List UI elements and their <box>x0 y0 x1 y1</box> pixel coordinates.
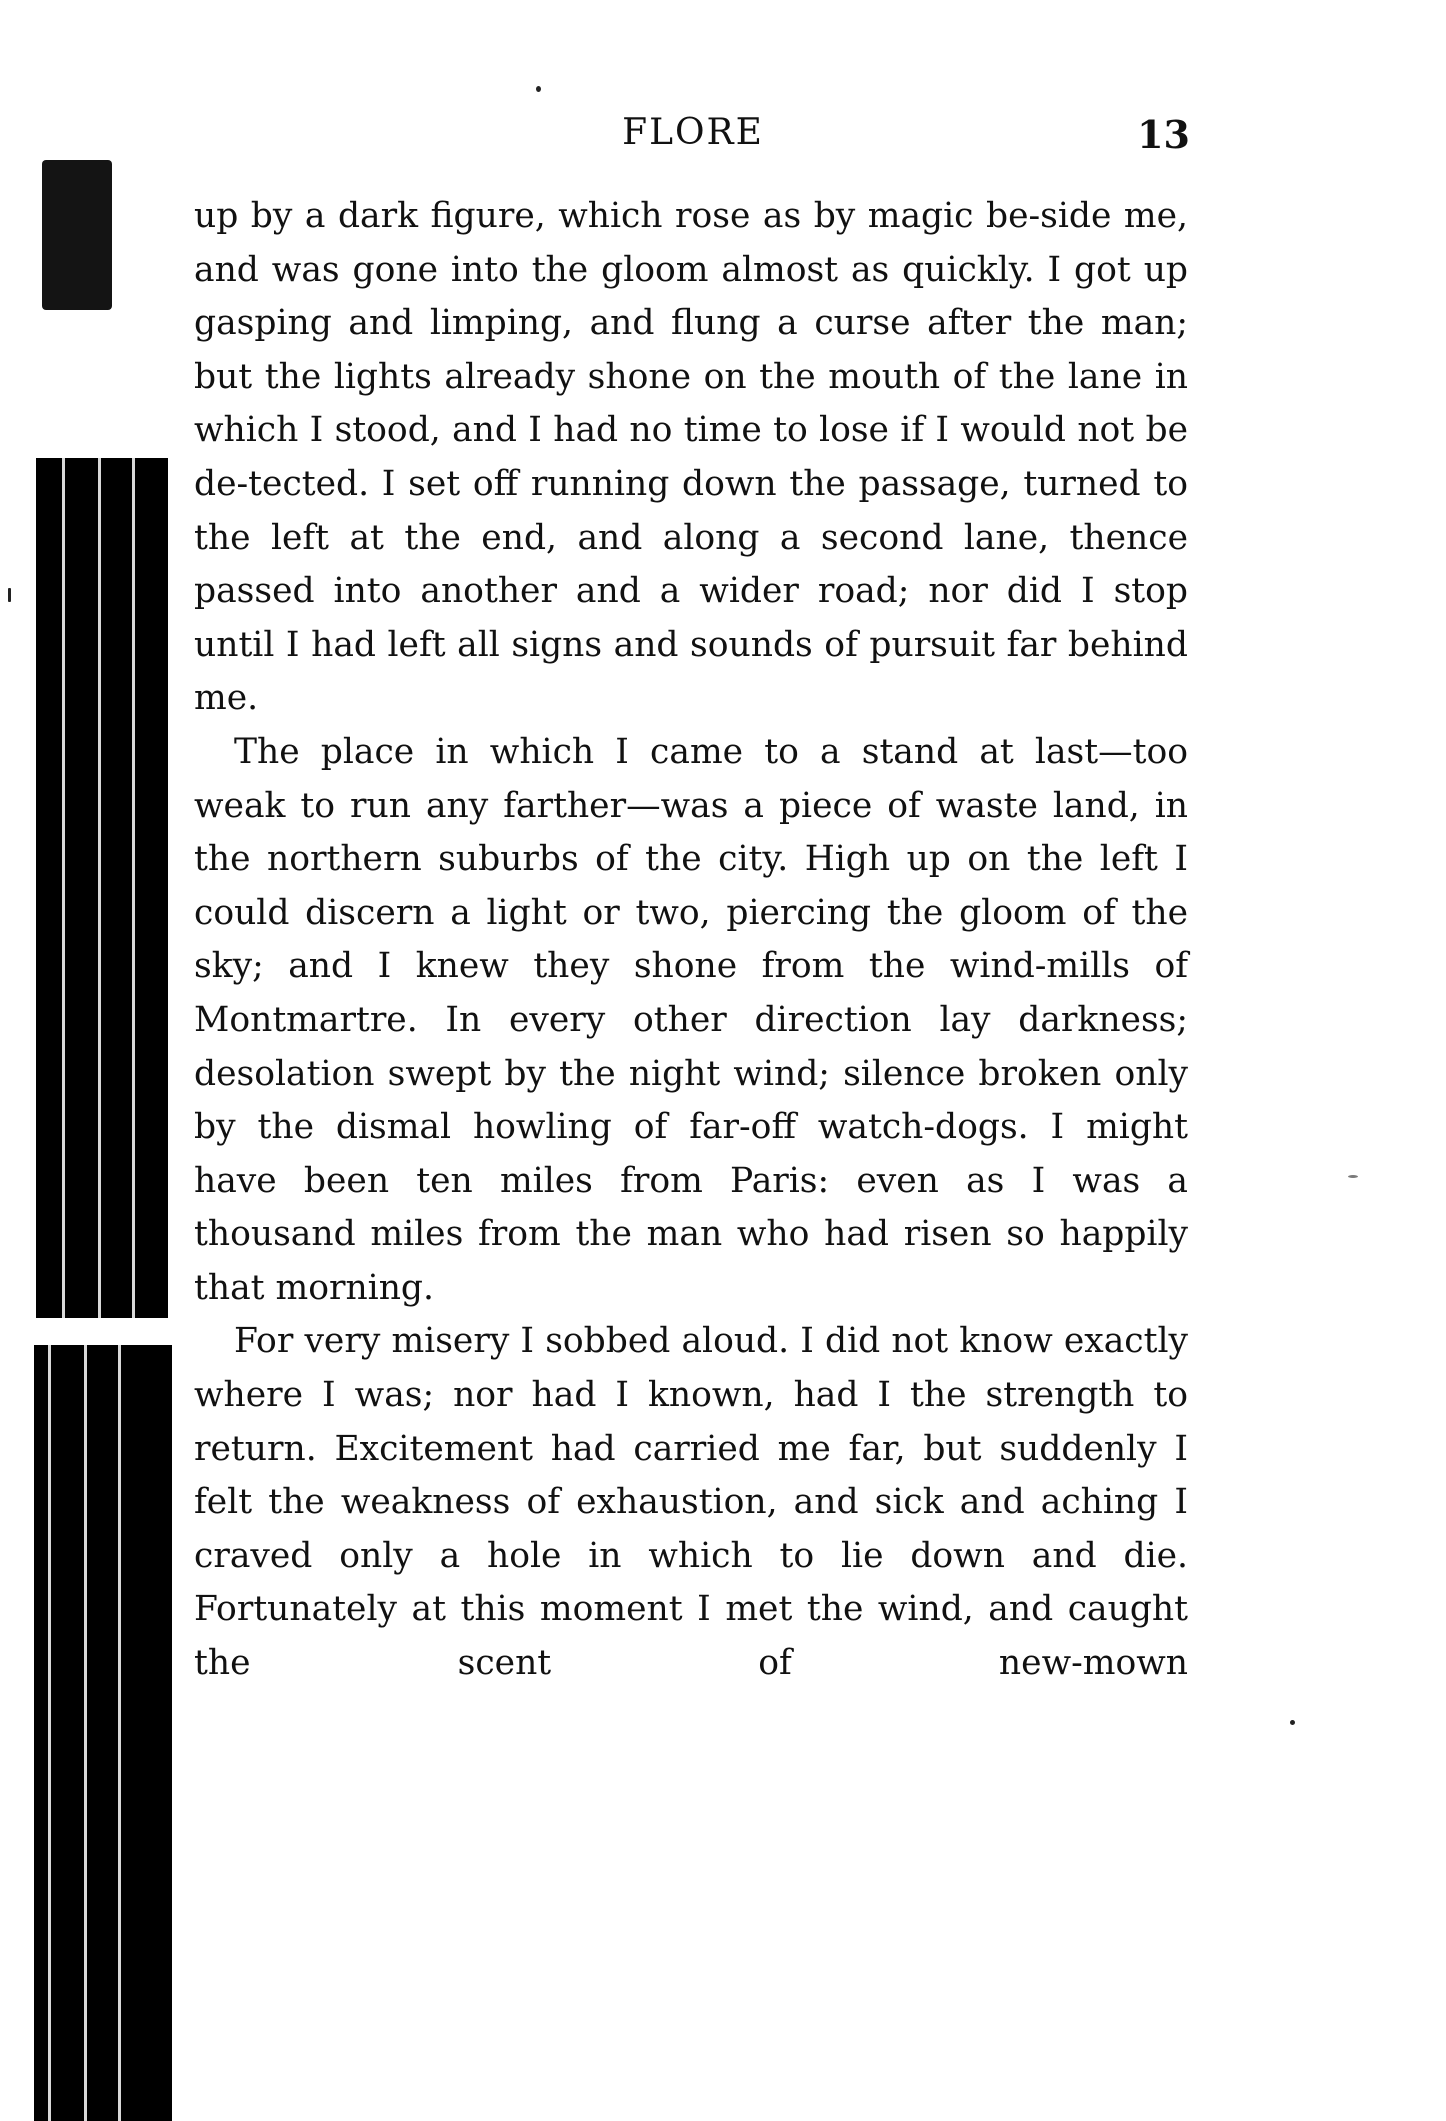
binding-shadow-top <box>42 160 112 310</box>
binding-shadow-bottom <box>34 1345 172 2121</box>
scan-speck <box>1290 1720 1295 1725</box>
running-head <box>196 112 1190 168</box>
running-head-title: FLORE <box>622 112 764 153</box>
paragraph-3: For very misery I sobbed aloud. I did not know exactly where I was; nor had I known, had I the strength to return. Excitement had carried me far, but suddenly I felt the weakness of exhaustion, and sick and aching I craved only a hole in which to lie down and die. Fortunately at this moment I met the wind, and caught the scent of new-mown <box>194 1321 1188 1684</box>
paragraph-1: up by a dark figure, which rose as by magic be-side me, and was gone into the gloom almost as quickly. I got up gasping and limping, and flung a curse after the man; but the lights already shone on the mouth of the lane in which I stood, and I had no time to lose if I would not be de-tected. I set off running down the passage, turned to the left at the end, and along a second lane, thence passed into another and a wider road; nor did I stop until I had left all signs and sounds of pursuit far behind me. <box>194 196 1188 719</box>
binding-shadow-middle <box>36 458 168 1318</box>
scan-speck <box>536 86 541 92</box>
page-number: 13 <box>1137 112 1190 157</box>
body-text <box>194 190 1188 1691</box>
scan-speck <box>1348 1175 1358 1178</box>
scan-speck <box>8 588 11 602</box>
paragraph-2: The place in which I came to a stand at last—too weak to run any farther—was a piece of waste land, in the northern suburbs of the city. High up on the left I could discern a light or two, piercing the gloom of the sky; and I knew they shone from the wind-mills of Montmartre. In every other direction lay darkness; desolation swept by the night wind; silence broken only by the dismal howling of far-off watch-dogs. I might have been ten miles from Paris: even as I was a thousand miles from the man who had risen so happily that morning. <box>194 731 1188 1308</box>
